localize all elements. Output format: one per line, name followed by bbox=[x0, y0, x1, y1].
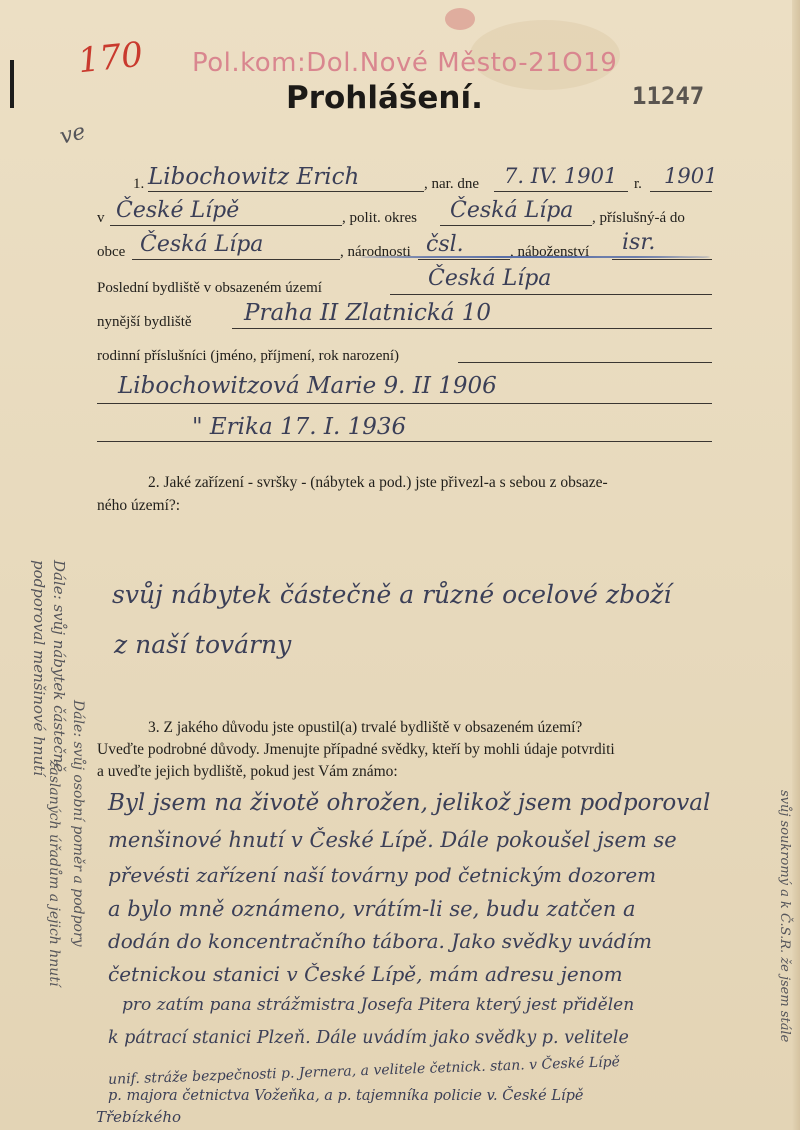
religion-line bbox=[612, 259, 712, 260]
section-3-answer-line-3: převésti zařízení naší továrny pod četnickým dozorem bbox=[108, 863, 657, 887]
section-3-question-line-3: a uveďte jejich bydliště, pokud jest Vám známo: bbox=[97, 763, 398, 780]
section-3-answer-line-8: k pátrací stanici Plzeň. Dále uvádím jako svědky p. velitele bbox=[108, 1028, 629, 1048]
red-handwritten-number: 170 bbox=[76, 34, 145, 82]
nationality-line bbox=[418, 259, 510, 260]
v-label: v bbox=[97, 210, 105, 226]
birthplace-line bbox=[110, 225, 342, 226]
district-line bbox=[440, 225, 592, 226]
section-3-answer-line-11: Třebízkého bbox=[96, 1108, 182, 1126]
current-residence-value: Praha II Zlatnická 10 bbox=[244, 300, 492, 326]
blue-pencil-underline bbox=[360, 256, 710, 258]
margin-note-3: Dále: svůj osobní poměr a podpory bbox=[70, 700, 86, 947]
pencil-mark: ve bbox=[57, 119, 89, 150]
current-residence-line bbox=[232, 328, 712, 329]
birth-date-line bbox=[494, 191, 628, 192]
residence-right-label: , příslušný-á do bbox=[592, 210, 685, 226]
last-residence-line bbox=[390, 294, 712, 295]
section-2-question-line-1: 2. Jaké zařízení - svršky - (nábytek a pod.) jste přivezl-a s sebou z obsaze- bbox=[148, 474, 608, 491]
birth-year-line bbox=[650, 191, 712, 192]
birth-year-value: 1901 bbox=[664, 164, 718, 188]
section-2-question-line-2: ného území?: bbox=[97, 497, 181, 514]
margin-note-5: svůj soukromý a k Č.S.R. že jsem stále bbox=[777, 790, 792, 1043]
family-line-2 bbox=[97, 441, 712, 442]
family-member-2: " Erika 17. I. 1936 bbox=[192, 414, 407, 440]
district-label: , polit. okres bbox=[342, 210, 417, 226]
birthplace-value: České Lípě bbox=[116, 198, 240, 223]
religion-value: isr. bbox=[622, 230, 656, 255]
obec-line bbox=[132, 259, 340, 260]
margin-note-4: zaslaných úřadům a jejich hnutí bbox=[46, 760, 62, 987]
name-value: Libochowitz Erich bbox=[148, 164, 360, 190]
family-member-1: Libochowitzová Marie 9. II 1906 bbox=[118, 373, 497, 399]
section-3-answer-line-6: četnickou stanici v České Lípě, mám adresu jenom bbox=[108, 962, 623, 986]
document-title: Prohlášení. bbox=[286, 80, 483, 116]
family-label-line bbox=[458, 362, 712, 363]
section-3-answer-line-5: dodán do koncentračního tábora. Jako svědky uvádím bbox=[108, 929, 652, 953]
name-line bbox=[148, 191, 424, 192]
right-edge-tear bbox=[792, 0, 800, 1130]
nationality-value: čsl. bbox=[426, 232, 464, 257]
obec-label: obce bbox=[97, 244, 126, 260]
section-3-answer-line-4: a bylo mně oznámeno, vrátím-li se, budu zatčen a bbox=[108, 897, 636, 921]
punch-mark bbox=[10, 60, 14, 108]
margin-note-1: Dále: svůj nábytek částečně bbox=[50, 560, 68, 773]
section-3-answer-line-1: Byl jsem na životě ohrožen, jelikož jsem podporoval bbox=[108, 790, 711, 816]
margin-note-2: podporoval menšinové hnutí bbox=[30, 560, 48, 776]
paper-stain bbox=[445, 8, 475, 30]
section-3-question-line-1: 3. Z jakého důvodu jste opustil(a) trvalé bydliště v obsazeném území? bbox=[148, 719, 583, 736]
last-residence-label: Poslední bydliště v obsazeném území bbox=[97, 280, 322, 296]
religion-label: , náboženství bbox=[510, 244, 590, 260]
section-2-answer-line-1: svůj nábytek částečně a různé ocelové zboží bbox=[112, 580, 672, 609]
section-3-question-line-2: Uveďte podrobné důvody. Jmenujte případné svědky, kteří by mohli údaje potvrditi bbox=[97, 741, 615, 758]
nationality-label: , národnosti bbox=[340, 244, 411, 260]
section-1-number: 1. bbox=[133, 176, 145, 192]
birth-date-value: 7. IV. 1901 bbox=[504, 164, 618, 188]
district-value: Česká Lípa bbox=[450, 198, 574, 223]
obec-value: Česká Lípa bbox=[140, 232, 264, 257]
family-line-1 bbox=[97, 403, 712, 404]
section-3-answer-line-9: unif. stráže bezpečnosti p. Jernera, a velitele četnick. stan. v České Lípě bbox=[107, 1054, 621, 1088]
office-stamp: Pol.kom:Dol.Nové Město-21O19 bbox=[192, 48, 618, 78]
born-label: , nar. dne bbox=[424, 176, 479, 192]
section-2-answer-line-2: z naší továrny bbox=[114, 630, 292, 659]
year-label: r. bbox=[634, 176, 642, 192]
section-3-answer-line-7: pro zatím pana strážmistra Josefa Pitera který jest přidělen bbox=[122, 995, 635, 1015]
registration-number: 11247 bbox=[632, 82, 705, 110]
family-label: rodinní příslušníci (jméno, příjmení, rok narození) bbox=[97, 348, 400, 364]
section-3-answer-line-10: p. majora četnictva Vožeňka, a p. tajemníka policie v. České Lípě bbox=[108, 1088, 584, 1104]
current-residence-label: nynější bydliště bbox=[97, 314, 192, 330]
last-residence-value: Česká Lípa bbox=[428, 266, 552, 291]
section-3-answer-line-2: menšinové hnutí v České Lípě. Dále pokoušel jsem se bbox=[108, 828, 677, 852]
